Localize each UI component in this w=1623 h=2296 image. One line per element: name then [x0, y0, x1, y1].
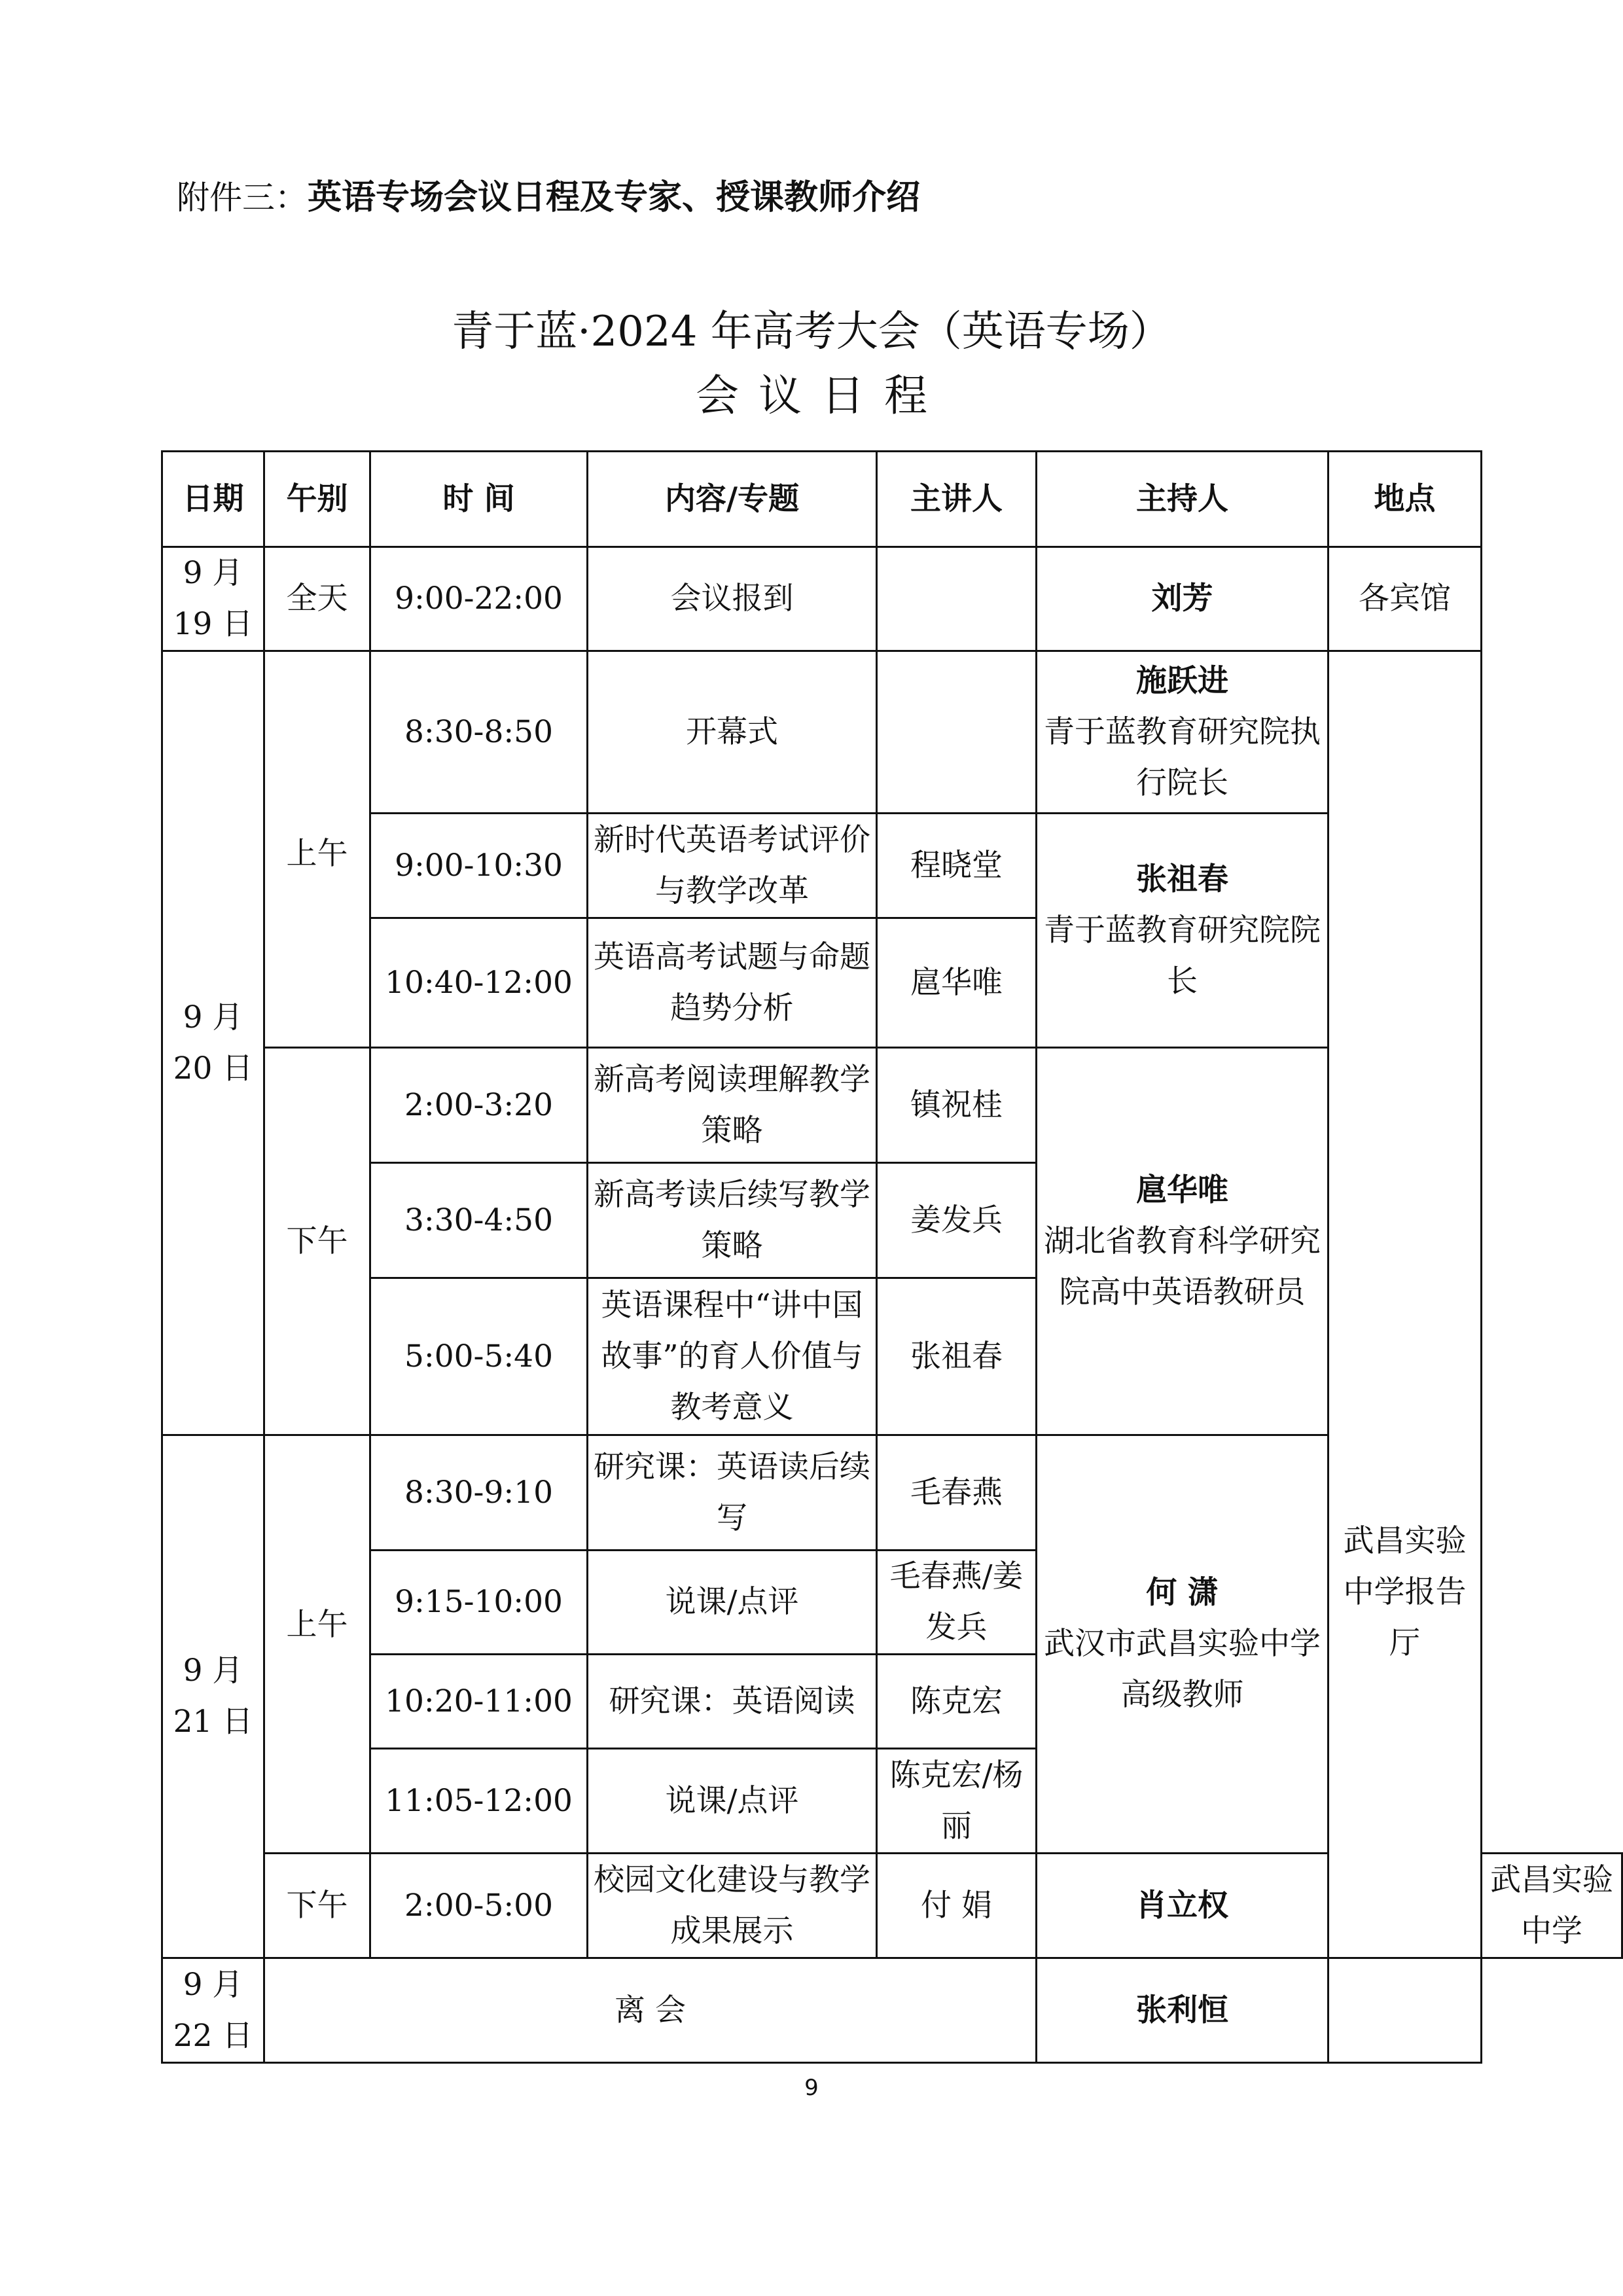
time-cell: 10:20-11:00 — [370, 1655, 588, 1749]
speaker-cell: 张祖春 — [877, 1278, 1037, 1435]
host-title: 湖北省教育科学研究院高中英语教研员 — [1044, 1223, 1321, 1310]
host-name: 张祖春 — [1136, 861, 1228, 897]
content-cell: 离 会 — [264, 1958, 1037, 2063]
host-cell — [1037, 1048, 1329, 1435]
venue-cell: 武昌实验中学 — [1482, 1854, 1622, 1958]
content-cell: 说课/点评 — [588, 1551, 877, 1655]
time-cell: 10:40-12:00 — [370, 918, 588, 1048]
table-row — [162, 1958, 1622, 2063]
content-cell: 会议报到 — [588, 547, 877, 651]
content-cell: 新高考读后续写教学策略 — [588, 1163, 877, 1278]
table-row — [162, 651, 1622, 814]
host-name: 肖立权 — [1136, 1887, 1228, 1924]
content-cell: 研究课：英语读后续写 — [588, 1435, 877, 1551]
host-name: 刘芳 — [1151, 581, 1213, 617]
schedule-table — [161, 450, 1623, 2064]
time-cell: 8:30-8:50 — [370, 651, 588, 814]
header-host: 主持人 — [1037, 452, 1329, 547]
host-name: 扈华唯 — [1136, 1172, 1228, 1208]
content-cell: 校园文化建设与教学成果展示 — [588, 1854, 877, 1958]
speaker-cell: 镇祝桂 — [877, 1048, 1037, 1163]
content-cell: 新高考阅读理解教学策略 — [588, 1048, 877, 1163]
content-cell: 说课/点评 — [588, 1749, 877, 1854]
host-name: 张利恒 — [1136, 1992, 1228, 2028]
host-cell — [1037, 814, 1329, 1048]
host-cell — [1037, 651, 1329, 814]
host-title: 青于蓝教育研究院执行院长 — [1044, 713, 1321, 801]
speaker-cell — [877, 547, 1037, 651]
period-cell: 下午 — [264, 1048, 370, 1435]
header-date: 日期 — [162, 452, 264, 547]
host-name: 何 潇 — [1146, 1575, 1219, 1611]
host-cell — [1037, 1854, 1329, 1958]
time-cell: 2:00-5:00 — [370, 1854, 588, 1958]
host-cell — [1037, 547, 1329, 651]
time-cell: 9:15-10:00 — [370, 1551, 588, 1655]
venue-cell: 武昌实验中学报告厅 — [1329, 651, 1482, 1958]
date-cell: 9 月 21 日 — [162, 1435, 264, 1958]
schedule-title: 青于蓝·2024 年高考大会（英语专场） — [452, 308, 1171, 356]
speaker-cell: 付 娟 — [877, 1854, 1037, 1958]
speaker-cell: 程晓堂 — [877, 814, 1037, 918]
header-time: 时 间 — [370, 452, 588, 547]
period-cell: 全天 — [264, 547, 370, 651]
time-cell: 2:00-3:20 — [370, 1048, 588, 1163]
time-cell: 8:30-9:10 — [370, 1435, 588, 1551]
header-period: 午别 — [264, 452, 370, 547]
attachment-heading — [177, 171, 920, 224]
header-content: 内容/专题 — [588, 452, 877, 547]
host-title: 武汉市武昌实验中学高级教师 — [1044, 1626, 1321, 1713]
time-cell: 3:30-4:50 — [370, 1163, 588, 1278]
speaker-cell — [877, 651, 1037, 814]
speaker-cell: 扈华唯 — [877, 918, 1037, 1048]
time-cell: 9:00-22:00 — [370, 547, 588, 651]
content-cell: 英语高考试题与命题趋势分析 — [588, 918, 877, 1048]
host-cell — [1037, 1435, 1329, 1854]
period-cell: 下午 — [264, 1854, 370, 1958]
venue-cell — [1329, 1958, 1482, 2063]
period-cell: 上午 — [264, 1435, 370, 1854]
page-number: 9 — [804, 2075, 819, 2101]
speaker-cell: 陈克宏 — [877, 1655, 1037, 1749]
speaker-cell: 毛春燕 — [877, 1435, 1037, 1551]
host-title: 青于蓝教育研究院院长 — [1044, 912, 1321, 999]
venue-cell: 各宾馆 — [1329, 547, 1482, 651]
time-cell: 5:00-5:40 — [370, 1278, 588, 1435]
date-cell: 9 月 22 日 — [162, 1958, 264, 2063]
date-cell: 9 月 20 日 — [162, 651, 264, 1435]
content-cell: 英语课程中“讲中国故事”的育人价值与教考意义 — [588, 1278, 877, 1435]
period-cell: 上午 — [264, 651, 370, 1048]
header-venue: 地点 — [1329, 452, 1482, 547]
content-cell: 开幕式 — [588, 651, 877, 814]
speaker-cell: 陈克宏/杨 丽 — [877, 1749, 1037, 1854]
attachment-title: 英语专场会议日程及专家、授课教师介绍 — [308, 178, 921, 217]
speaker-cell: 毛春燕/姜发兵 — [877, 1551, 1037, 1655]
date-cell: 9 月 19 日 — [162, 547, 264, 651]
host-cell — [1037, 1958, 1329, 2063]
speaker-cell: 姜发兵 — [877, 1163, 1037, 1278]
content-cell: 新时代英语考试评价与教学改革 — [588, 814, 877, 918]
time-cell: 11:05-12:00 — [370, 1749, 588, 1854]
schedule-subtitle: 会议日程 — [696, 370, 947, 421]
header-row — [162, 452, 1622, 547]
header-speaker: 主讲人 — [877, 452, 1037, 547]
host-name: 施跃进 — [1136, 662, 1228, 699]
time-cell: 9:00-10:30 — [370, 814, 588, 918]
content-cell: 研究课：英语阅读 — [588, 1655, 877, 1749]
attachment-prefix: 附件三： — [177, 179, 308, 217]
table-row — [162, 547, 1622, 651]
